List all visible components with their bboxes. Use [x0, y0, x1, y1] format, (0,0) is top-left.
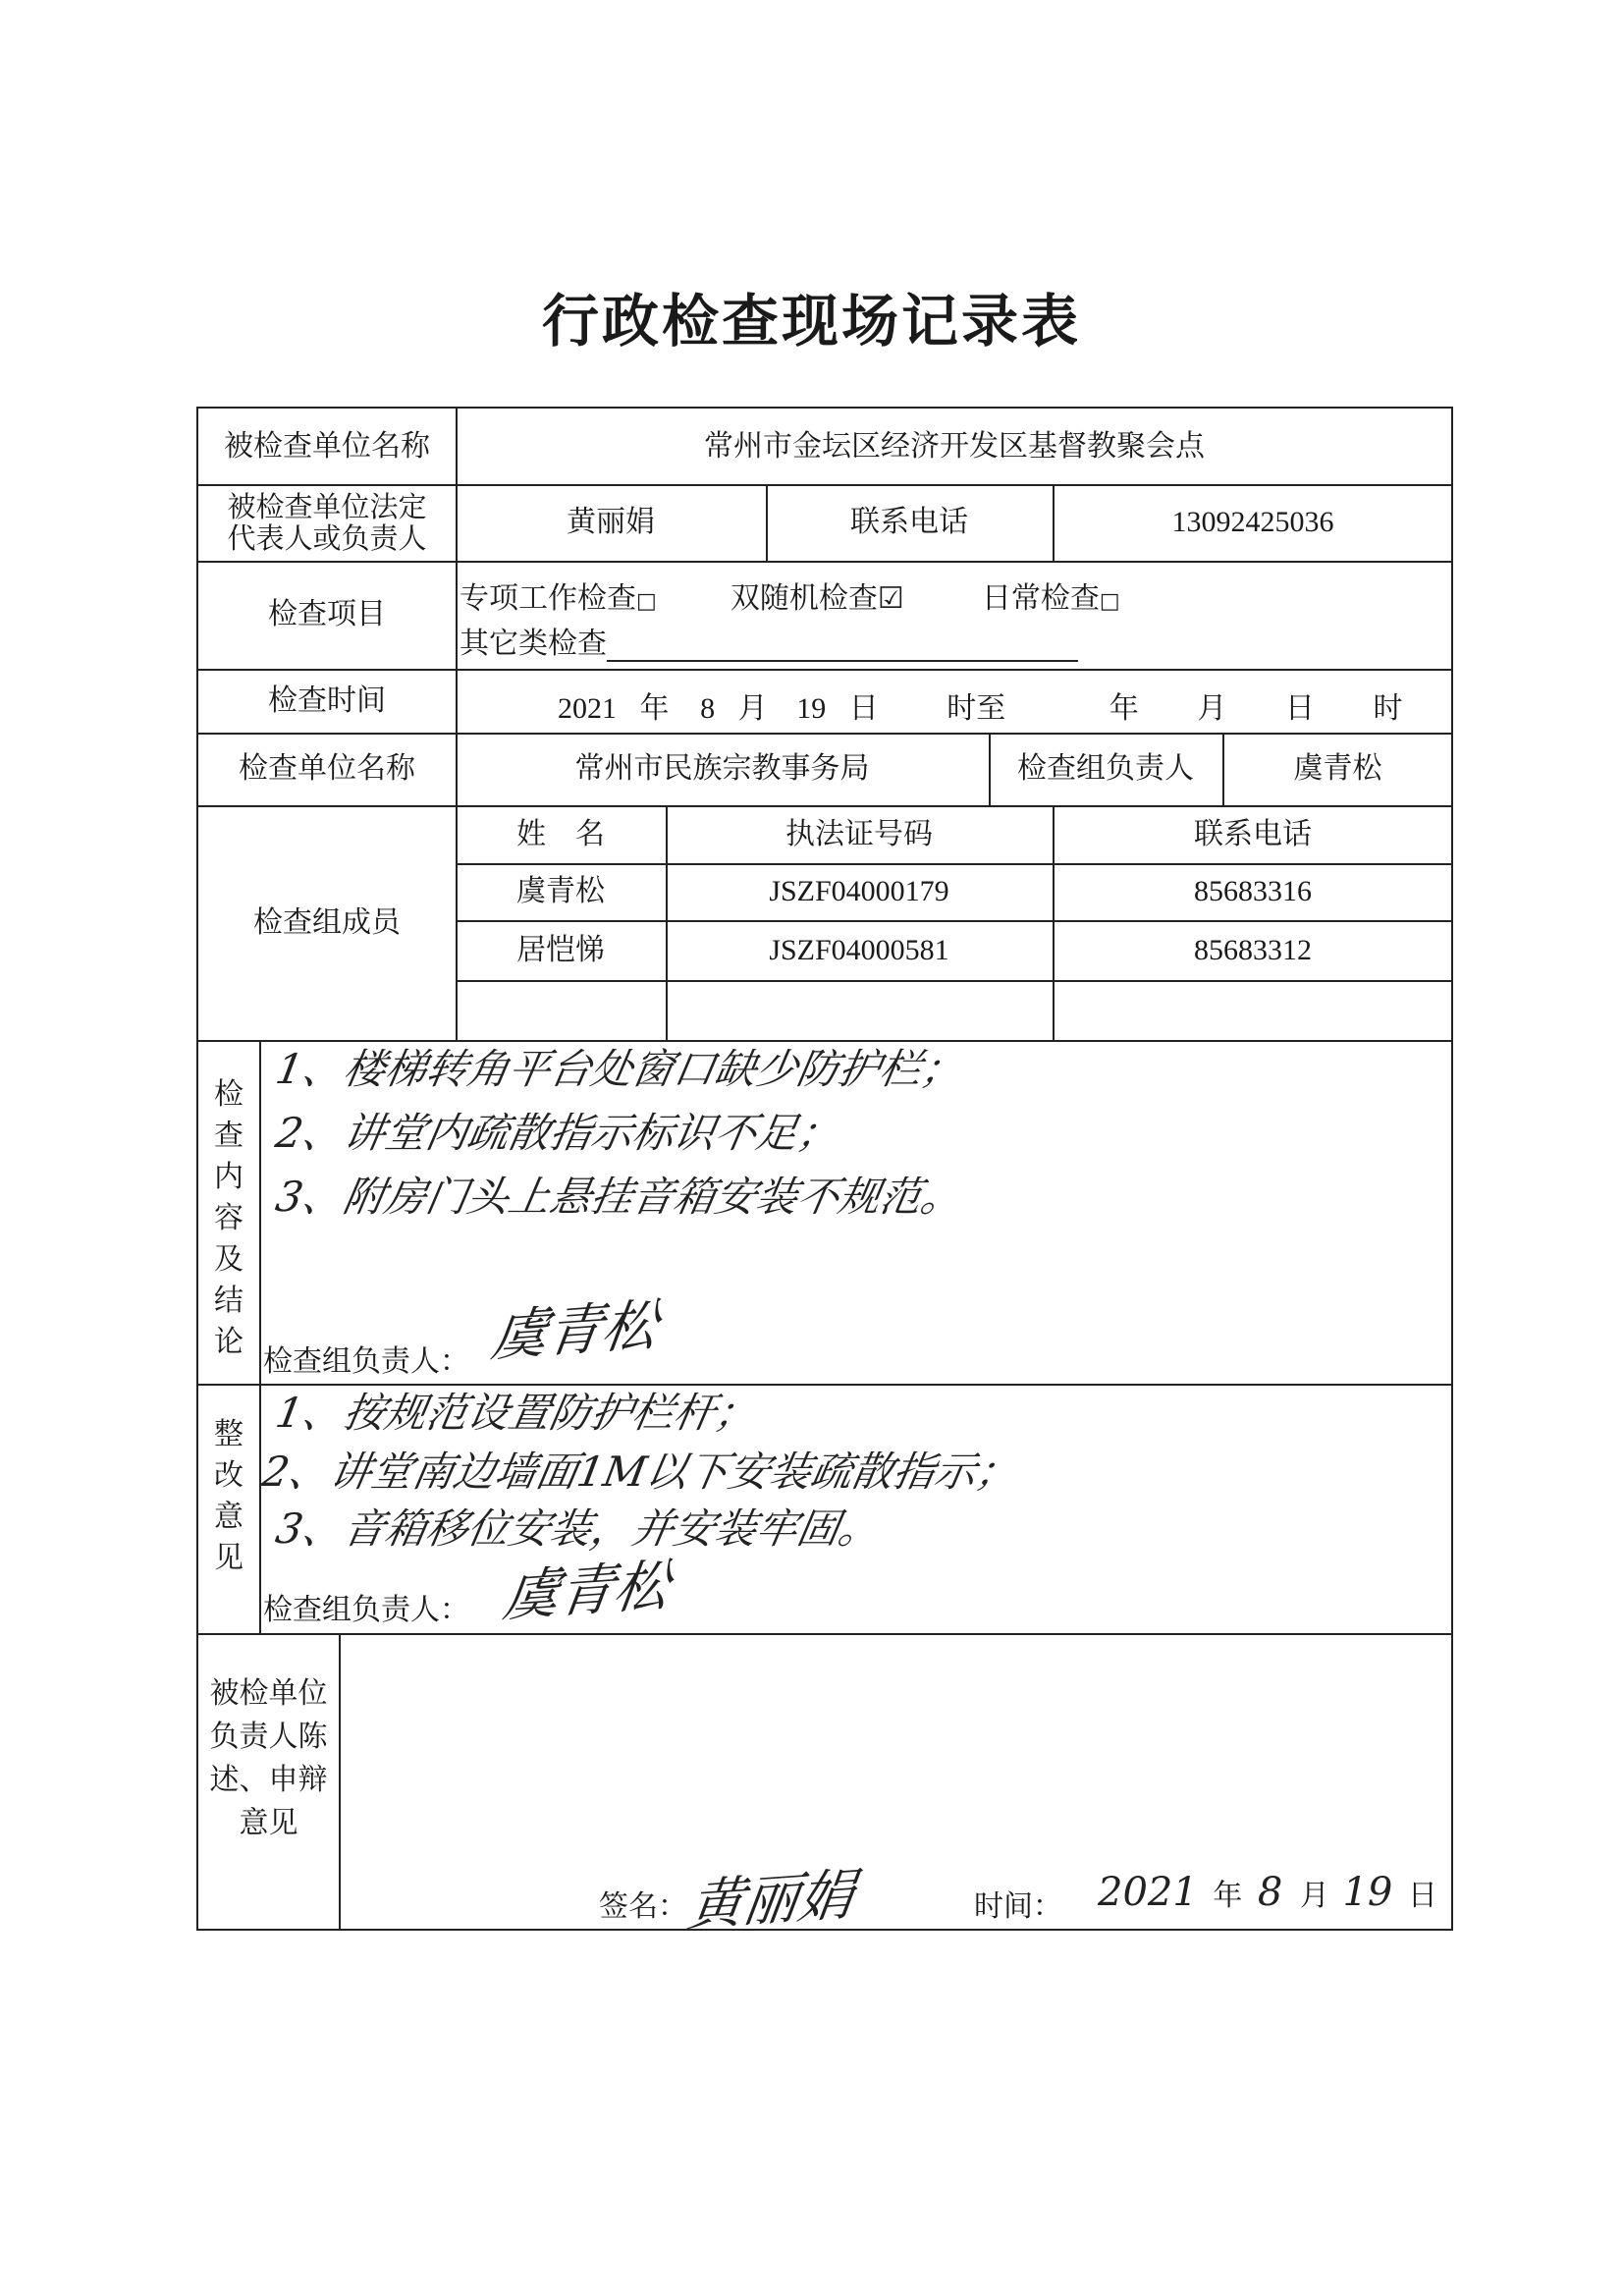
form-title: 行政检查现场记录表: [541, 288, 1081, 355]
time-end-hour: 时: [1373, 691, 1403, 726]
time-year-unit: 年: [639, 691, 670, 726]
inspection-type-options: [460, 574, 1120, 617]
group-leader-label: 检查组负责人: [1017, 751, 1194, 786]
rectification-item: 3、音箱移位安装，并安装牢固。: [272, 1504, 885, 1553]
inspection-time-label: 检查时间: [268, 683, 386, 718]
member-cert: JSZF04000581: [769, 933, 949, 966]
statement-month: 8: [1257, 1870, 1283, 1915]
legal-rep-label-line1: 被检查单位法定: [227, 490, 427, 523]
time-year: 2021: [558, 692, 617, 725]
label-char: 容: [214, 1201, 243, 1235]
daily-check-label: 日常检查: [981, 581, 1100, 616]
member-cert: JSZF04000179: [769, 875, 949, 907]
label-char: 见: [214, 1540, 243, 1575]
label-char: 论: [214, 1325, 243, 1359]
rectification-leader-signature: 虞青松: [499, 1553, 674, 1630]
legal-rep-name: 黄丽娟: [567, 505, 655, 539]
time-month: 8: [700, 692, 716, 725]
special-check-checkbox[interactable]: □: [636, 589, 657, 614]
rectification-signer-label: 检查组负责人：: [263, 1593, 469, 1627]
statement-label-line: 负责人陈: [209, 1720, 328, 1754]
statement-time-label: 时间：: [974, 1889, 1062, 1924]
inspection-finding: 3、附房门头上悬挂音箱安装不规范。: [272, 1173, 967, 1221]
label-char: 检: [214, 1077, 243, 1112]
daily-check-checkbox[interactable]: □: [1099, 589, 1120, 614]
contact-phone-value: 13092425036: [1171, 506, 1334, 538]
time-end-month: 月: [1197, 691, 1227, 726]
time-to: 时至: [947, 691, 1006, 726]
rectification-label: [198, 1391, 259, 1602]
group-members-label: 检查组成员: [253, 904, 401, 940]
inspection-finding: 2、讲堂内疏散指示标识不足；: [272, 1109, 843, 1157]
members-header-name: 姓 名: [516, 816, 605, 851]
contact-phone-label: 联系电话: [850, 505, 968, 539]
other-check-label: 其它类检查: [460, 627, 607, 661]
statement-sign-label: 签名：: [599, 1889, 687, 1924]
random-check-checkbox[interactable]: ☑: [877, 581, 904, 616]
statement-day-unit: 日: [1407, 1879, 1437, 1913]
member-phone: 85683316: [1194, 875, 1312, 907]
statement-label-line: 述、申辩: [209, 1763, 328, 1797]
statement-day: 19: [1342, 1870, 1393, 1915]
inspection-finding: 1、楼梯转角平台处窗口缺少防护栏；: [272, 1045, 967, 1093]
label-char: 查: [214, 1119, 243, 1153]
legal-rep-label-line2: 代表人或负责人: [227, 521, 427, 555]
members-header-phone: 联系电话: [1194, 816, 1312, 851]
statement-date: [1098, 1870, 1437, 1915]
legal-rep-label: [198, 484, 456, 561]
other-check-row: [460, 619, 1078, 662]
label-char: 内: [214, 1160, 243, 1194]
inspecting-unit-value: 常州市民族宗教事务局: [574, 751, 870, 786]
inspection-item-label: 检查项目: [268, 597, 386, 631]
member-name: 虞青松: [516, 874, 605, 908]
random-check-label: 双随机检查: [730, 581, 878, 616]
unit-name-value: 常州市金坛区经济开发区基督教聚会点: [704, 428, 1205, 464]
members-header-cert: 执法证号码: [785, 816, 933, 851]
inspection-time-value: [558, 683, 1402, 727]
statement-label-line: 被检单位: [209, 1676, 328, 1711]
statement-signature: 黄丽娟: [683, 1862, 858, 1940]
statement-month-unit: 月: [1299, 1879, 1329, 1913]
label-char: 结: [214, 1284, 243, 1318]
time-day: 19: [796, 692, 827, 725]
inspection-leader-signature: 虞青松: [487, 1292, 662, 1370]
member-name: 居恺悌: [516, 932, 605, 967]
label-char: 及: [214, 1242, 243, 1277]
time-day-unit: 日: [848, 691, 879, 726]
inspection-record-form: [196, 407, 1453, 1940]
statement-label: [198, 1670, 339, 1847]
label-char: 整: [214, 1416, 243, 1451]
unit-name-label: 被检查单位名称: [224, 428, 430, 464]
label-char: 意: [214, 1499, 243, 1534]
group-leader-value: 虞青松: [1293, 751, 1382, 786]
rectification-item: 1、按规范设置防护栏杆；: [272, 1389, 761, 1437]
inspection-signer-label: 检查组负责人：: [263, 1344, 469, 1379]
inspection-content-label: [198, 1057, 259, 1381]
statement-year: 2021: [1098, 1870, 1198, 1915]
special-check-label: 专项工作检查: [460, 581, 636, 616]
label-char: 改: [214, 1457, 243, 1493]
statement-label-line: 意见: [239, 1806, 298, 1840]
other-check-blank[interactable]: [607, 632, 1078, 662]
time-end-year: 年: [1109, 691, 1139, 726]
time-month-unit: 月: [737, 691, 768, 726]
time-end-day: 日: [1284, 691, 1315, 726]
statement-year-unit: 年: [1213, 1879, 1243, 1913]
rectification-item: 2、讲堂南边墙面1M以下安装疏散指示；: [258, 1448, 1022, 1496]
member-phone: 85683312: [1194, 933, 1312, 966]
inspecting-unit-label: 检查单位名称: [239, 751, 415, 786]
